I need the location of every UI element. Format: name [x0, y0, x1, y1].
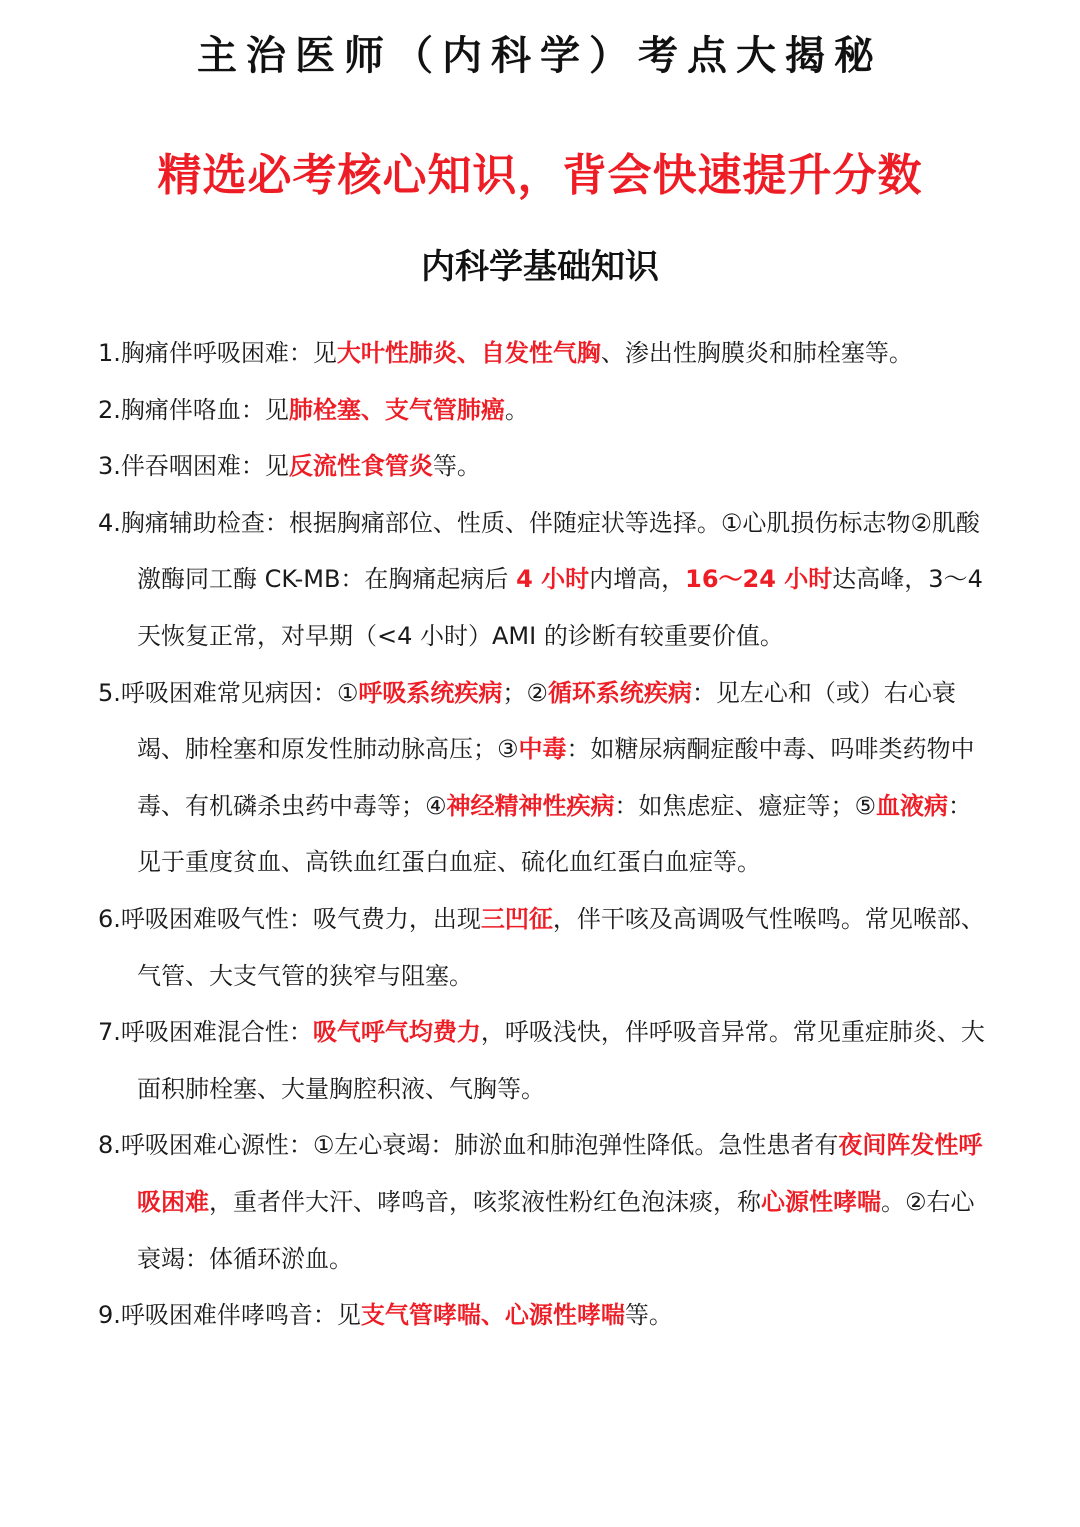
list-item: [98, 325, 990, 382]
body-text: 2.胸痛伴咯血：见: [98, 395, 289, 424]
body-text: 达高峰，3～4 天恢复正常，对早期（<4 小时）AMI 的诊断有较重要价值。: [137, 565, 983, 650]
body-text: 4.胸痛辅助检查：根据胸痛部位、性质、伴随症状等选择。①心肌损伤标志物②肌酸激酶同工酶 CK-MB：在胸痛起病后: [98, 508, 980, 594]
body-text: 5.呼吸困难常见病因：①: [98, 678, 359, 707]
body-text: ，伴干咳及高调吸气性喉鸣。常见喉部、气管、大支气管的狭窄与阻塞。: [137, 904, 985, 990]
highlight-text: 肺栓塞、支气管肺癌: [288, 395, 505, 424]
body-text: 8.呼吸困难心源性：①左心衰竭：肺淤血和肺泡弹性降低。急性患者有: [98, 1131, 839, 1160]
knowledge-list: [98, 325, 990, 1344]
highlight-text: 支气管哮喘、心源性哮喘: [360, 1301, 625, 1330]
list-item: [98, 382, 990, 439]
highlight-text: 4 小时: [516, 565, 590, 594]
list-item: [98, 1117, 990, 1287]
body-text: 内增高，: [589, 565, 686, 594]
list-item: [98, 665, 990, 891]
body-text: ：见于重度贫血、高铁血红蛋白血症、硫化血红蛋白血症等。: [137, 791, 973, 877]
body-text: 9.呼吸困难伴哮鸣音：见: [98, 1301, 361, 1330]
body-text: 6.呼吸困难吸气性：吸气费力，出现: [98, 904, 481, 933]
highlight-text: 循环系统疾病: [547, 678, 692, 707]
highlight-text: 反流性食管炎: [288, 452, 433, 481]
section-title: 内科学基础知识: [421, 247, 659, 287]
highlight-text: 中毒: [518, 735, 567, 764]
list-item: [98, 495, 990, 665]
highlight-text: 神经精神性疾病: [446, 791, 615, 820]
page-title: 主治医师（内科学）考点大揭秘: [197, 33, 883, 79]
highlight-text: 心源性哮喘: [761, 1187, 881, 1216]
highlight-text: 三凹征: [480, 904, 553, 933]
highlight-text: 呼吸系统疾病: [358, 678, 503, 707]
body-text: 。: [504, 395, 529, 424]
body-text: 。②右心衰竭：体循环淤血。: [137, 1187, 975, 1273]
body-text: 7.呼吸困难混合性：: [98, 1018, 313, 1047]
highlight-text: 大叶性肺炎、自发性气胸: [336, 339, 601, 367]
body-text: 3.伴吞咽困难：见: [98, 452, 289, 481]
body-text: 1.胸痛伴呼吸困难：见: [98, 339, 337, 367]
highlight-text: 夜间阵发性呼吸困难: [137, 1131, 983, 1216]
body-text: ，呼吸浅快，伴呼吸音异常。常见重症肺炎、大面积肺栓塞、大量胸腔积液、气胸等。: [137, 1018, 985, 1103]
list-item: [98, 1287, 990, 1344]
body-text: ：如焦虑症、癔症等；⑤: [614, 791, 877, 820]
list-item: [98, 438, 990, 495]
highlight-text: 血液病: [876, 791, 949, 820]
highlight-text: 16～24 小时: [685, 565, 833, 594]
body-text: ：见左心和（或）右心衰竭、肺栓塞和原发性肺动脉高压；③: [137, 678, 956, 764]
list-item: [98, 891, 990, 1004]
body-text: 等。: [624, 1301, 673, 1330]
body-text: ，重者伴大汗、哮鸣音，咳浆液性粉红色泡沫痰，称: [209, 1187, 761, 1216]
highlight-text: 吸气呼气均费力: [312, 1018, 481, 1047]
body-text: 等。: [432, 452, 481, 481]
list-item: [98, 1004, 990, 1117]
body-text: ；②: [502, 678, 548, 707]
body-text: 、渗出性胸膜炎和肺栓塞等。: [600, 339, 913, 367]
body-text: ：如糖尿病酮症酸中毒、吗啡类药物中毒、有机磷杀虫药中毒等；④: [137, 735, 975, 820]
page-subtitle: 精选必考核心知识，背会快速提升分数: [157, 150, 923, 201]
